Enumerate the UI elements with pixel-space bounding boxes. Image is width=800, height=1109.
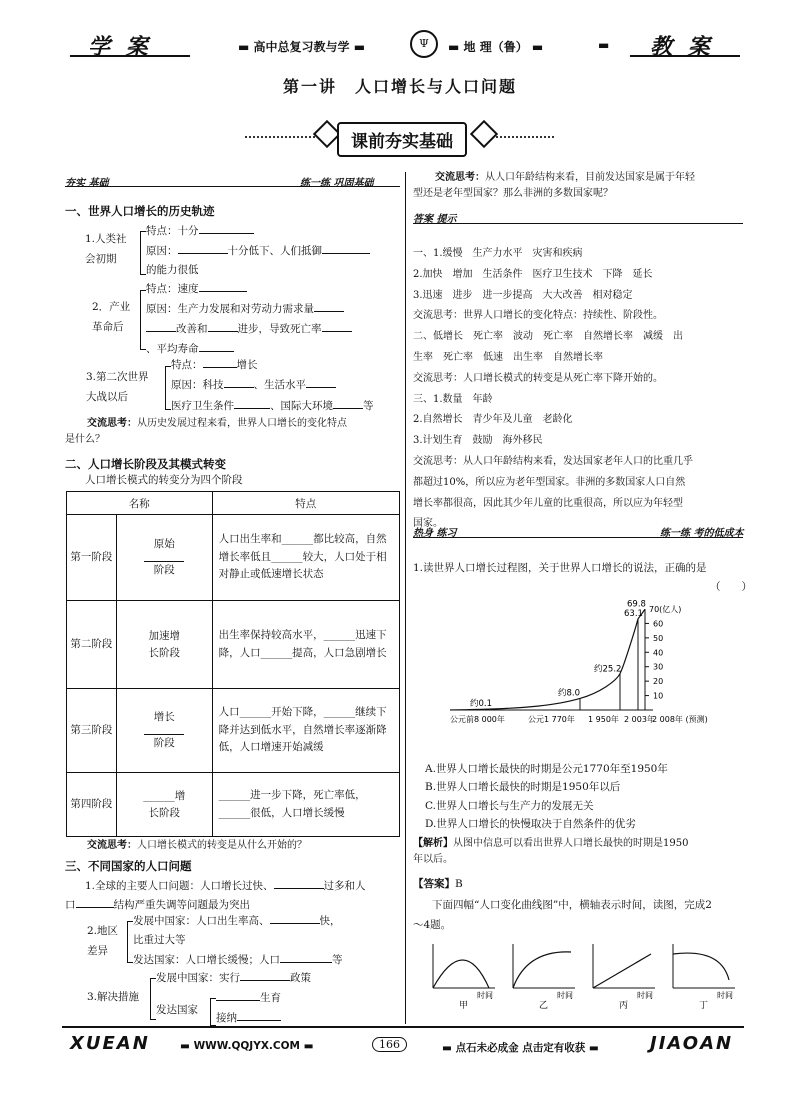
stage-name: 增长 阶段: [116, 689, 212, 773]
section-banner: 课前夯实基础: [337, 122, 467, 157]
y-tick-label: 60: [653, 619, 664, 629]
stage-name: 原始 阶段: [116, 515, 212, 601]
s1-1-line3: 的能力很低: [146, 264, 199, 276]
s1-2-line4: 、平均寿命: [146, 341, 234, 357]
answer-line: 交流思考：从人口年龄结构来看，发达国家老年人口的比重几乎: [413, 455, 693, 467]
x-tick-label: 2 003年: [624, 715, 655, 724]
tag-warmup-note: 练一练 考的低成本: [660, 528, 744, 539]
s1-2-line2: 原因：生产力发展和对劳动力需求量: [146, 301, 344, 317]
s1-2-line3: 改善和 进步，导致死亡率: [146, 321, 352, 337]
tag-warmup: 热身 练习: [413, 528, 457, 539]
s1-2-label-b: 革命后: [92, 321, 124, 333]
s1-3-label-b: 大战以后: [86, 391, 128, 403]
s3-3-label: 3.解决措施: [87, 991, 140, 1003]
stage-name: ______增 长阶段: [116, 773, 212, 837]
answer-line: 二、低增长 死亡率 波动 死亡率 自然增长率 减缓 出: [413, 331, 683, 343]
y-tick-label: 30: [653, 662, 664, 672]
small-curve: [513, 952, 571, 988]
s3-2-line2: 比重过大等: [133, 934, 186, 946]
table-row: [67, 515, 400, 601]
s3-3-line1: 发展中国家：实行 政策: [156, 972, 311, 984]
answer-line: 2.自然增长 青少年及儿童 老龄化: [413, 414, 573, 426]
section2-intro: 人口增长模式的转变分为四个阶段: [85, 474, 243, 486]
answer-line: 生率 死亡率 低速 出生率 自然增长率: [413, 351, 603, 363]
small-axis-label: 时间: [477, 991, 493, 1000]
header-emblem-icon: Ψ: [410, 30, 438, 58]
stage-feature: 人口出生率和______都比较高，自然增长率低且______较大，人口处于相对静止或低速增长状态: [212, 515, 399, 601]
answer-line: 都超过10%，所以应为老年型国家。非洲的多数国家人口自然: [413, 476, 686, 488]
tag-answer: 答案 提示: [413, 214, 457, 225]
point-label: 63.1: [624, 608, 643, 619]
s1-2-label-a: 2．产业: [92, 301, 131, 313]
s1-1-line2: 原因： 十分低下、人们抵御: [146, 243, 370, 259]
options-list: [425, 760, 668, 834]
header-right-title: 教 案: [650, 35, 714, 60]
y-tick-label: 20: [653, 677, 664, 687]
small-curve: [673, 953, 729, 980]
population-growth-chart: [430, 595, 740, 745]
y-axis-label: 70(亿人): [649, 605, 682, 614]
tag-foundation-note: 练一练 巩固基础: [300, 178, 374, 189]
page-number: 166: [372, 1037, 407, 1052]
s1-1-label-b: 会初期: [85, 253, 117, 265]
answer-line: 交流思考：世界人口增长的变化特点：持续性、阶段性。: [413, 310, 663, 322]
exchange-question-1: 交流思考：从历史发展过程来看，世界人口增长的变化特点 是什么？: [65, 418, 347, 445]
question-1-paren: （ ）: [710, 581, 752, 593]
s1-1-line1: 特点：十分: [146, 223, 254, 239]
small-chart-label: 丁: [699, 1001, 709, 1010]
small-chart-label: 丙: [619, 1001, 629, 1010]
x-tick-label: 1 950年: [588, 715, 619, 724]
banner-dots-right: [496, 136, 554, 138]
table-row: [67, 773, 400, 837]
small-axis-label: 时间: [637, 991, 653, 1000]
table-header-feature: 特点: [212, 492, 399, 515]
s3-1-line1: 1.全球的主要人口问题：人口增长过快、 过多和人: [85, 880, 366, 892]
y-tick-label: 10: [653, 691, 664, 701]
header-subtitle-right: ▬ 地 理（鲁） ▬: [448, 40, 544, 54]
stage-label: 第三阶段: [67, 689, 117, 773]
s3-3-line4: 接纳: [216, 1010, 281, 1026]
s1-3-line1: 特点： 增长: [171, 359, 258, 371]
table-row: [67, 601, 400, 689]
x-tick-label: 公元1 770年: [528, 715, 575, 724]
small-chart-label: 乙: [539, 1001, 549, 1010]
answer-list: [413, 244, 748, 535]
stage-label: 第一阶段: [67, 515, 117, 601]
point-label: 69.8: [627, 599, 646, 610]
y-tick-label: 40: [653, 648, 664, 658]
option-d[interactable]: D.世界人口增长的快慢取决于自然条件的优劣: [425, 818, 636, 831]
answer-line: 交流思考：人口增长模式的转变是从死亡率下降开始的。: [413, 372, 663, 384]
small-curve: [593, 954, 651, 988]
s3-2-label-b: 差异: [87, 945, 108, 957]
y-tick-label: 50: [653, 633, 664, 643]
header-left-title: 学 案: [88, 35, 152, 60]
section2-heading: 二、人口增长阶段及其模式转变: [65, 457, 226, 471]
table-row: [67, 689, 400, 773]
answer-key: 【答案】B: [413, 878, 463, 890]
small-axis-label: 时间: [717, 991, 733, 1000]
answer-line: 2.加快 增加 生活条件 医疗卫生技术 下降 延长: [413, 268, 653, 280]
footer-url[interactable]: ▬ WWW.QQJYX.COM ▬: [180, 1040, 314, 1052]
answer-line: 增长率都很高，因此其少年儿童的比重很高，所以应为年轻型: [413, 497, 683, 509]
small-chart-label: 甲: [459, 1001, 469, 1010]
section1-heading: 一、世界人口增长的历史轨迹: [65, 204, 215, 218]
header-left-rule: [70, 55, 190, 57]
s3-2-label-a: 2.地区: [87, 925, 119, 937]
tag-rule-warmup: [413, 537, 743, 538]
page-title: 第一讲 人口增长与人口问题: [282, 77, 517, 96]
question-1: 1.读世界人口增长过程图，关于世界人口增长的说法，正确的是: [413, 562, 707, 574]
table-header-name: 名称: [67, 492, 213, 515]
s3-2-line1: 发展中国家：人口出生率高、 快，: [133, 915, 341, 927]
point-label: 约8.0: [558, 688, 581, 699]
stage-label: 第四阶段: [67, 773, 117, 837]
option-a[interactable]: A.世界人口增长最快的时期是公元1770年至1950年: [425, 763, 668, 775]
footer-left: XUEAN: [70, 1033, 150, 1054]
tag-rule-answer: [413, 223, 743, 224]
exchange-question-2: 交流思考：人口增长模式的转变是从什么开始的？: [87, 840, 307, 851]
s3-3-line3: 生育: [216, 990, 281, 1006]
option-c[interactable]: C.世界人口增长与生产力的发展无关: [425, 799, 594, 812]
answer-line: 一、1.缓慢 生产力水平 灾害和疾病: [413, 248, 583, 259]
header-right-rule: [630, 55, 740, 57]
stage-label: 第二阶段: [67, 601, 117, 689]
s3-1-line2: 口 结构严重失调等问题最为突出: [65, 899, 250, 911]
s1-3-line3: 医疗卫生条件 、国际大环境 等: [171, 400, 374, 412]
small-axis-label: 时间: [557, 991, 573, 1000]
exchange-question-top: 交流思考：从人口年龄结构来看，目前发达国家是属于年轻 型还是老年型国家？那么非洲的多数国家呢？: [413, 172, 695, 199]
stage-table: [66, 491, 400, 837]
x-tick-label: 公元前8 000年: [450, 715, 505, 724]
s1-3-line2: 原因：科技 、生活水平: [171, 377, 336, 393]
stage-name: 加速增 长阶段: [116, 601, 212, 689]
question-2-line1: 下面四幅“人口变化曲线图”中，横轴表示时间，读图，完成2: [432, 899, 712, 911]
x-tick-label: 2 008年 (预测): [652, 715, 708, 724]
s3-3-line2: 发达国家: [156, 1004, 198, 1016]
tag-rule-left: [65, 186, 400, 187]
s1-3-label-a: 3.第二次世界: [86, 371, 149, 383]
section3-heading: 三、不同国家的人口问题: [65, 859, 192, 873]
answer-line: 3.迅速 进步 进一步提高 大大改善 相对稳定: [413, 289, 633, 301]
header-dash: ▬: [598, 38, 610, 52]
s1-1-label-a: 1.人类社: [85, 233, 127, 245]
explanation: 【解析】从图中信息可以看出世界人口增长最快的时期是1950 年以后。: [413, 838, 689, 865]
header-subtitle-left: ▬ 高中总复习教与学 ▬: [238, 40, 366, 54]
answer-line: 3.计划生育 鼓励 海外移民: [413, 435, 543, 447]
answer-line: 三、1.数量 年龄: [413, 393, 493, 405]
population-curve-charts: [425, 940, 745, 1010]
option-b[interactable]: B.世界人口增长最快的时期是1950年以后: [425, 781, 621, 794]
stage-feature: 出生率保持较高水平，______迅速下降，人口______提高，人口急剧增长: [212, 601, 399, 689]
population-curve: [450, 609, 645, 710]
tag-foundation: 夯实 基础: [65, 178, 109, 189]
stage-feature: ______进一步下降，死亡率低，______很低，人口增长缓慢: [212, 773, 399, 837]
footer-right: JIAOAN: [650, 1033, 734, 1054]
small-curve: [433, 960, 489, 988]
question-2-line2: ～4题。: [413, 919, 452, 931]
stage-feature: 人口______开始下降，______继续下降并达到低水平，自然增长率逐渐降低，人口增速开始减缓: [212, 689, 399, 773]
column-divider: [405, 172, 406, 1024]
footer-rule: [62, 1026, 744, 1028]
s1-2-line1: 特点：速度: [146, 281, 247, 297]
answer-line: 国家。: [413, 518, 443, 530]
footer-slogan: ▬ 点石未必成金 点击定有收获 ▬: [442, 1042, 599, 1054]
s3-2-line3: 发达国家：人口增长缓慢；人口 等: [133, 954, 343, 966]
point-label: 约0.1: [470, 699, 493, 709]
point-label: 约25.2: [594, 664, 622, 675]
banner-diamond-right-icon: [470, 120, 498, 148]
